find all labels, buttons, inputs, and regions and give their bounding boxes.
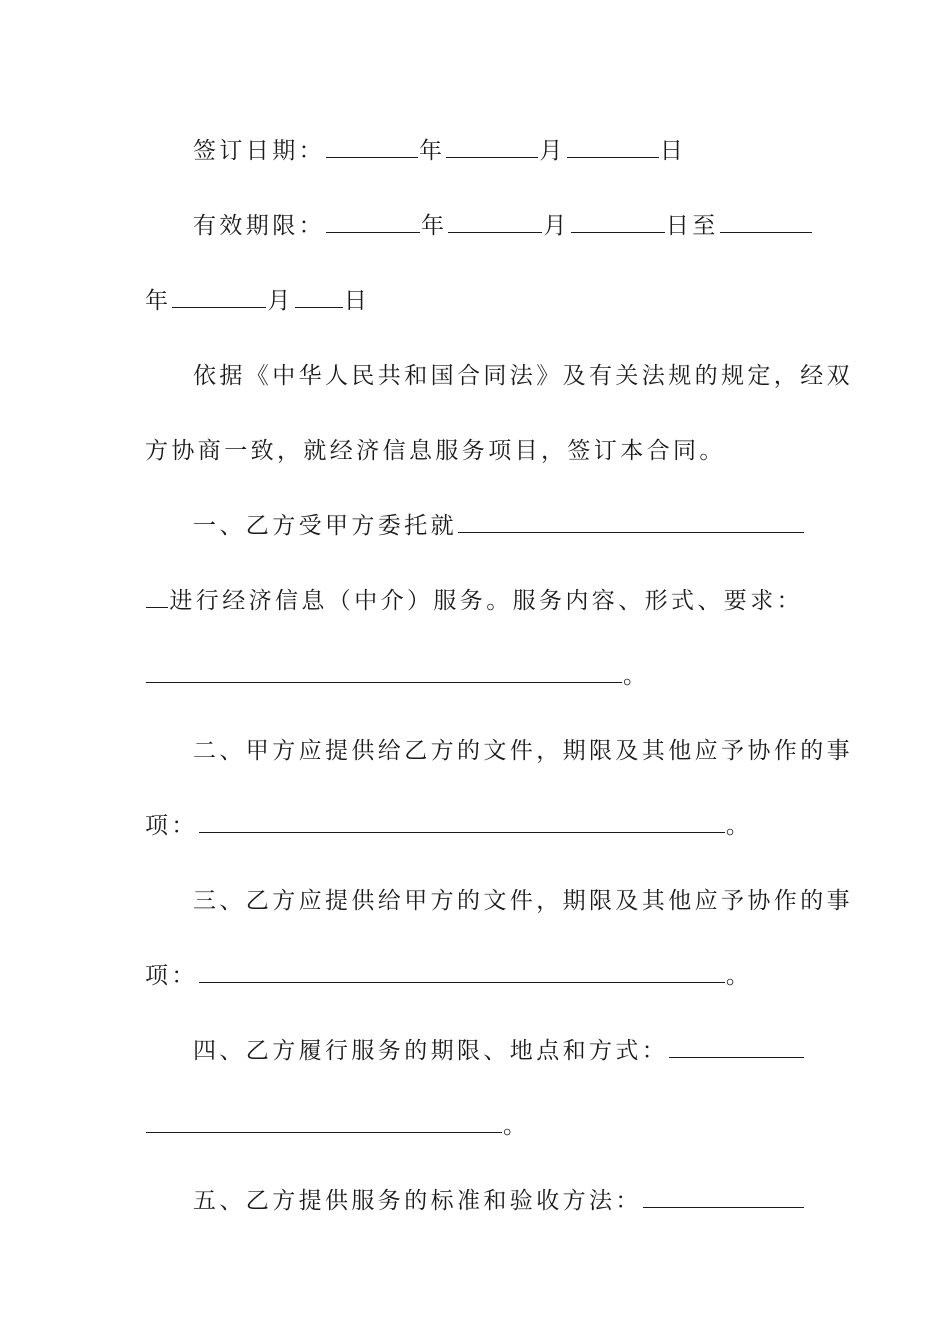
validity-label: 有效期限： xyxy=(193,213,325,239)
clause1-end: 。 xyxy=(623,663,650,689)
validity-year-label: 年 xyxy=(421,213,448,239)
sign-year-blank xyxy=(326,131,418,158)
validity-line-1 xyxy=(193,206,805,246)
clause3-end: 。 xyxy=(725,963,753,989)
validity-year2-label: 年 xyxy=(145,288,172,314)
clause5-text: 五、乙方提供服务的标准和验收方法： xyxy=(193,1188,642,1214)
sign-month-label: 月 xyxy=(539,138,566,164)
sign-day-blank xyxy=(567,131,659,158)
validity-day2-blank xyxy=(295,281,343,308)
validity-line-2 xyxy=(145,281,805,321)
clause5-blank xyxy=(643,1181,804,1208)
clause3-line-1: 三、乙方应提供给甲方的文件，期限及其他应予协作的事 xyxy=(193,888,853,914)
clause5-line-1 xyxy=(193,1181,805,1221)
clause4-blank xyxy=(669,1031,804,1058)
clause2-item-label: 项： xyxy=(145,813,198,839)
clause4-line-2 xyxy=(145,1106,805,1146)
sign-year-label: 年 xyxy=(419,138,446,164)
clause4-end: 。 xyxy=(503,1113,530,1139)
clause3-line-2 xyxy=(145,956,805,996)
validity-day-blank xyxy=(571,206,665,233)
sign-month-blank xyxy=(446,131,538,158)
clause4-text: 四、乙方履行服务的期限、地点和方式： xyxy=(193,1038,669,1064)
clause1-line-2 xyxy=(145,581,805,621)
clause2-line-1: 二、甲方应提供给乙方的文件，期限及其他应予协作的事 xyxy=(193,738,853,764)
clause3-blank xyxy=(199,956,725,983)
clause1-requirements-blank-cont xyxy=(146,656,622,683)
sign-date-line xyxy=(193,131,805,171)
validity-month2-label: 月 xyxy=(267,288,294,314)
clause1-service-text: 进行经济信息（中介）服务。服务内容、形式、要求： xyxy=(169,588,803,614)
clause4-line-1 xyxy=(193,1031,805,1071)
validity-month2-blank xyxy=(172,281,266,308)
clause2-blank xyxy=(199,806,725,833)
validity-month-blank xyxy=(448,206,542,233)
clause1-subject-blank xyxy=(458,506,804,533)
validity-day-to-label: 日至 xyxy=(665,213,719,239)
clause3-item-label: 项： xyxy=(145,963,198,989)
validity-year-blank xyxy=(326,206,420,233)
clause2-line-2 xyxy=(145,806,805,846)
clause1-subject-blank-cont xyxy=(146,581,168,608)
validity-year2-blank xyxy=(720,206,812,233)
clause1-line-1 xyxy=(193,506,805,546)
sign-date-label: 签订日期： xyxy=(193,138,325,164)
clause1-text: 一、乙方受甲方委托就 xyxy=(193,513,457,539)
sign-day-label: 日 xyxy=(659,138,687,164)
clause4-blank-cont xyxy=(146,1106,502,1133)
validity-day2-label: 日 xyxy=(343,288,371,314)
clause1-line-3 xyxy=(145,656,805,696)
intro-line-1: 依据《中华人民共和国合同法》及有关法规的规定，经双 xyxy=(193,363,853,389)
intro-line-2: 方协商一致，就经济信息服务项目，签订本合同。 xyxy=(145,438,726,464)
clause2-end: 。 xyxy=(725,813,753,839)
validity-month-label: 月 xyxy=(543,213,570,239)
